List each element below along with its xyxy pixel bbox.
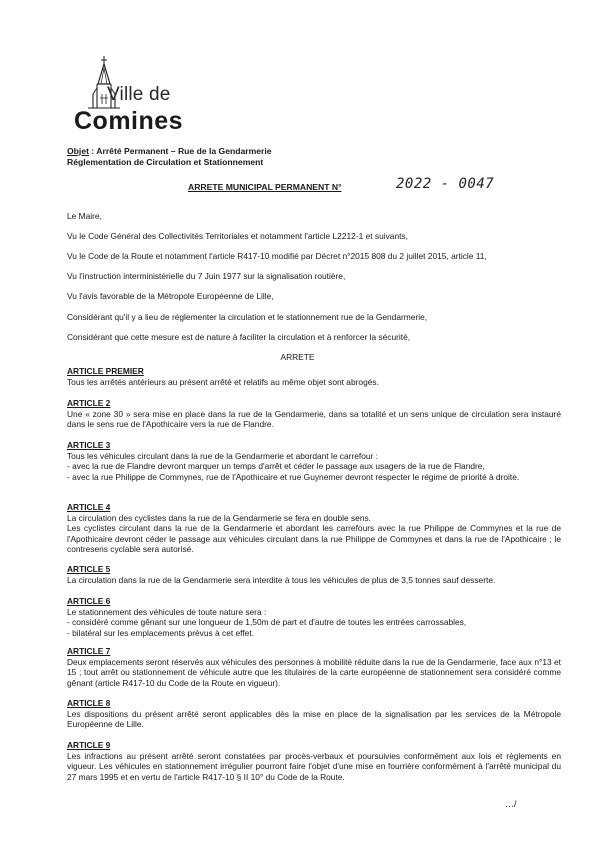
article-block [67,646,561,688]
article-body: La circulation dans la rue de la Gendarmerie sera interdite à tous les véhicules de plus de 3,5 tonnes sauf desserte. [67,574,496,585]
preamble-line: Vu l'avis favorable de la Métropole Européenne de Lille, [67,291,274,301]
handwritten-arrete-number: 2022 - 0047 [396,176,495,192]
article-title: ARTICLE PREMIER [67,366,144,376]
article-body: Le stationnement des véhicules de toute nature sera : - considéré comme gênant sur une longueur de 1,50m de part et d'autre de toutes les entrées carrossables, - bilatéral sur les emplacements prévus à cet effet. [67,606,467,638]
article-body: Deux emplacements seront réservés aux véhicules des personnes à mobilité réduite dans la rue de la Gendarmerie, face aux n°13 et 15 ; tout arrêt ou stationnement de véhicule autre que les titulaires de la carte européenne de stationnement sera considéré comme gênant (article R417-10 du Code de la Route en vigueur). [67,656,561,688]
article-body: La circulation des cyclistes dans la rue de la Gendarmerie se fera en double sens. Les cyclistes circulant dans la rue de la Gendarmerie et abordant les carrefours avec la rue Philippe de Commynes et la rue de l'Apothicaire devront céder le passage aux véhicules circulant dans la rue Philippe de Commynes et dans la rue de l'Apothicaire ; le contresens cyclable sera autorisé. [67,512,561,555]
preamble-line: Vu le Code de la Route et notamment l'article R417-10 modifié par Décret n°2015 808 du 2 juillet 2015, article 11, [67,251,487,261]
subject-line-2: Réglementation de Circulation et Stationnement [67,157,264,167]
article-body: Les infractions au présent arrêté seront constatées par procès-verbaux et poursuivies conformément aux lois et règlements en vigueur. Les véhicules en stationnement irrégulier pourront faire l'objet d'une mise en fourrière conformément à l'arrêté municipal du 27 mars 1995 et en vertu de l'article R417-10 § II 10° du Code de la Route. [67,750,561,782]
city-logo [64,54,204,140]
logo-ville-text: Ville de [107,84,171,105]
article-block [67,564,561,585]
article-body: Tous les véhicules circulant dans la rue de la Gendarmerie et abordant le carrefour : - avec la rue de Flandre devront marquer un temps d'arrêt et céder le passage aux usagers de la rue de Flandre, - avec la rue Philippe de Commynes, rue de l'Apothicaire et rue Guynemer devront respecter le régime de priorité à droite. [67,450,520,482]
article-block [67,440,561,482]
article-title: ARTICLE 4 [67,502,111,512]
article-title: ARTICLE 8 [67,698,111,708]
preamble-line: Considérant que cette mesure est de nature à faciliter la circulation et à renforcer la sécurité, [67,332,411,342]
article-body: Une « zone 30 » sera mise en place dans la rue de la Gendarmerie, dans sa totalité et un sens unique de circulation sera instauré dans le sens rue de l'Apothicaire vers la rue de Flandre. [67,408,561,430]
preamble-line: Le Maire, [67,211,102,221]
logo-comines-text: Comines [74,107,184,135]
document-title: ARRETE MUNICIPAL PERMANENT N° [188,182,342,192]
article-title: ARTICLE 2 [67,398,111,408]
article-title: ARTICLE 9 [67,740,111,750]
document-subject [67,146,272,168]
subject-label: Objet [67,146,89,156]
article-title: ARTICLE 3 [67,440,111,450]
article-block [67,366,561,387]
article-title: ARTICLE 6 [67,596,111,606]
continuation-mark: …/ [505,799,517,809]
article-title: ARTICLE 5 [67,564,111,574]
arrete-heading: ARRETE [280,352,315,362]
article-block [67,596,561,638]
preamble-line: Vu le Code Général des Collectivités Territoriales et notamment l'article L2212-1 et suivants, [67,231,408,241]
article-title: ARTICLE 7 [67,646,111,656]
article-block [67,740,561,782]
preamble-line: Considérant qu'il y a lieu de réglementer la circulation et le stationnement rue de la Gendarmerie, [67,312,428,322]
article-block [67,398,561,430]
subject-line-1: : Arrêté Permanent – Rue de la Gendarmerie [88,146,272,156]
article-body: Les dispositions du présent arrêté seront applicables dès la mise en place de la signalisation par les services de la Métropole Européenne de Lille. [67,708,561,730]
preamble-line: Vu l'instruction interministérielle du 7 Juin 1977 sur la signalisation routière, [67,271,346,281]
article-body: Tous les arrêtés antérieurs au présent arrêté et relatifs au même objet sont abrogés. [67,376,379,387]
article-block [67,698,561,730]
article-block [67,502,561,555]
